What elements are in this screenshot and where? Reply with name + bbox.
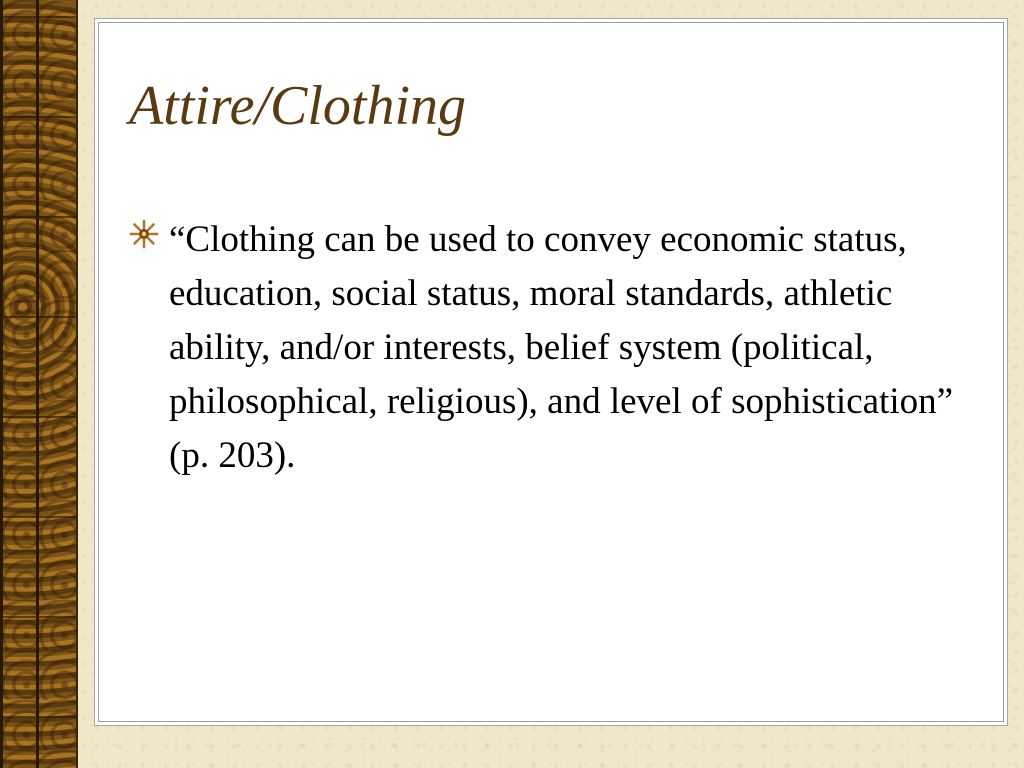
bullet-item <box>129 213 959 483</box>
bullet-text: “Clothing can be used to convey economic status, education, social status, moral standards, athletic ability, and/or interests, belief system (political, philosophical, religious), and level of sophistication” (p. 203). <box>169 219 954 476</box>
decorative-side-strip <box>0 0 78 768</box>
slide-content-panel <box>98 22 1004 722</box>
slide-title: Attire/Clothing <box>129 75 467 137</box>
starburst-bullet-icon <box>129 219 159 249</box>
